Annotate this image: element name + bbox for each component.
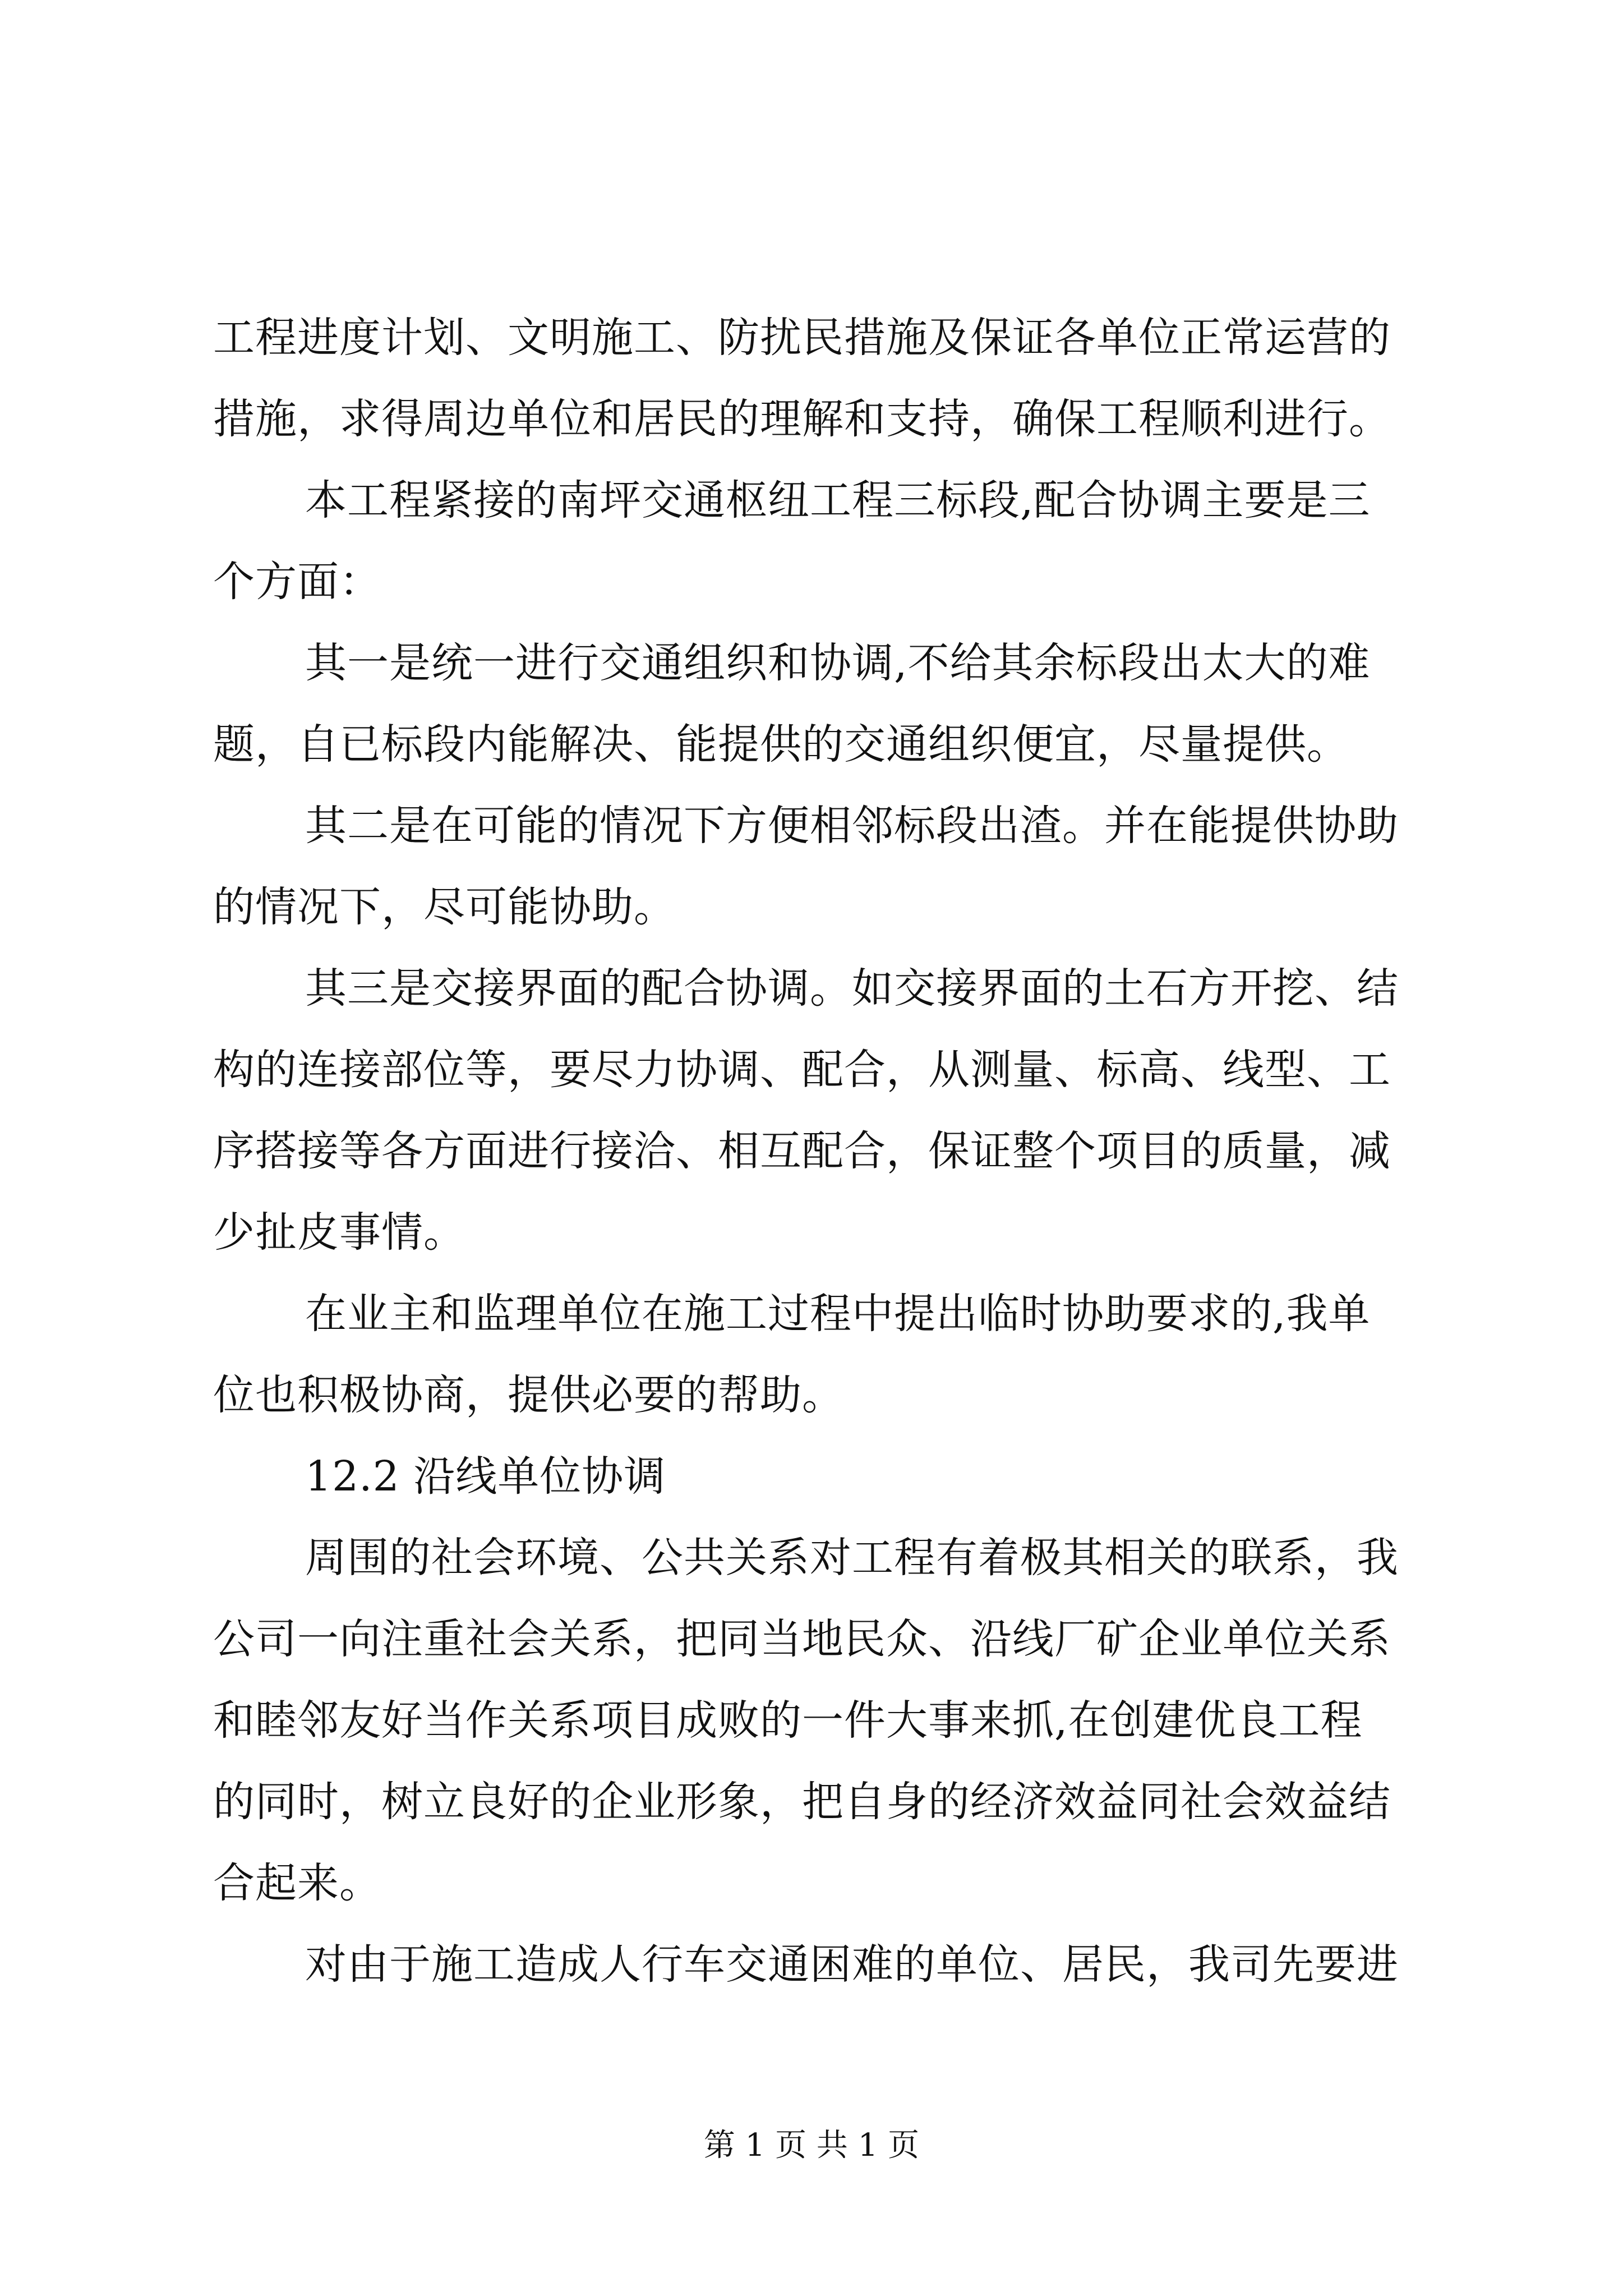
text-line: 周围的社会环境、公共关系对工程有着极其相关的联系，我 (305, 1534, 1399, 1582)
text-line: 题，自已标段内能解决、能提供的交通组织便宜，尽量提供。 (213, 720, 1349, 769)
text-line: 工程进度计划、文明施工、防扰民措施及保证各单位正常运营的 (213, 314, 1391, 362)
text-line: 构的连接部位等，要尽力协调、配合，从测量、标高、线型、工 (213, 1046, 1391, 1094)
text-line: 合起来。 (213, 1859, 381, 1907)
text-line: 公司一向注重社会关系，把同当地民众、沿线厂矿企业单位关系 (213, 1615, 1391, 1663)
text-line: 位也积极协商，提供必要的帮助。 (213, 1371, 844, 1419)
text-line: 对由于施工造成人行车交通困难的单位、居民，我司先要进 (305, 1940, 1399, 1989)
text-line: 的同时，树立良好的企业形象，把自身的经济效益同社会效益结 (213, 1778, 1391, 1826)
page-footer: 第 1 页 共 1 页 (703, 2127, 920, 2164)
text-line: 少扯皮事情。 (213, 1208, 465, 1257)
text-line: 其三是交接界面的配合协调。如交接界面的土石方开挖、结 (305, 964, 1399, 1013)
text-line: 本工程紧接的南坪交通枢纽工程三标段,配合协调主要是三 (305, 476, 1371, 524)
text-line: 在业主和监理单位在施工过程中提出临时协助要求的,我单 (305, 1290, 1371, 1338)
text-line: 个方面： (213, 558, 381, 606)
text-line: 12.2 沿线单位协调 (305, 1452, 666, 1501)
text-line: 其一是统一进行交通组织和协调,不给其余标段出太大的难 (305, 639, 1371, 687)
document-body (213, 297, 1419, 2005)
text-line: 和睦邻友好当作关系项目成败的一件大事来抓,在创建优良工程 (213, 1696, 1363, 1745)
text-line: 其二是在可能的情况下方便相邻标段出渣。并在能提供协助 (305, 802, 1399, 850)
text-line: 措施，求得周边单位和居民的理解和支持，确保工程顺利进行。 (213, 395, 1391, 443)
text-line: 序搭接等各方面进行接洽、相互配合，保证整个项目的质量，减 (213, 1127, 1391, 1175)
text-line: 的情况下，尽可能协助。 (213, 883, 676, 931)
